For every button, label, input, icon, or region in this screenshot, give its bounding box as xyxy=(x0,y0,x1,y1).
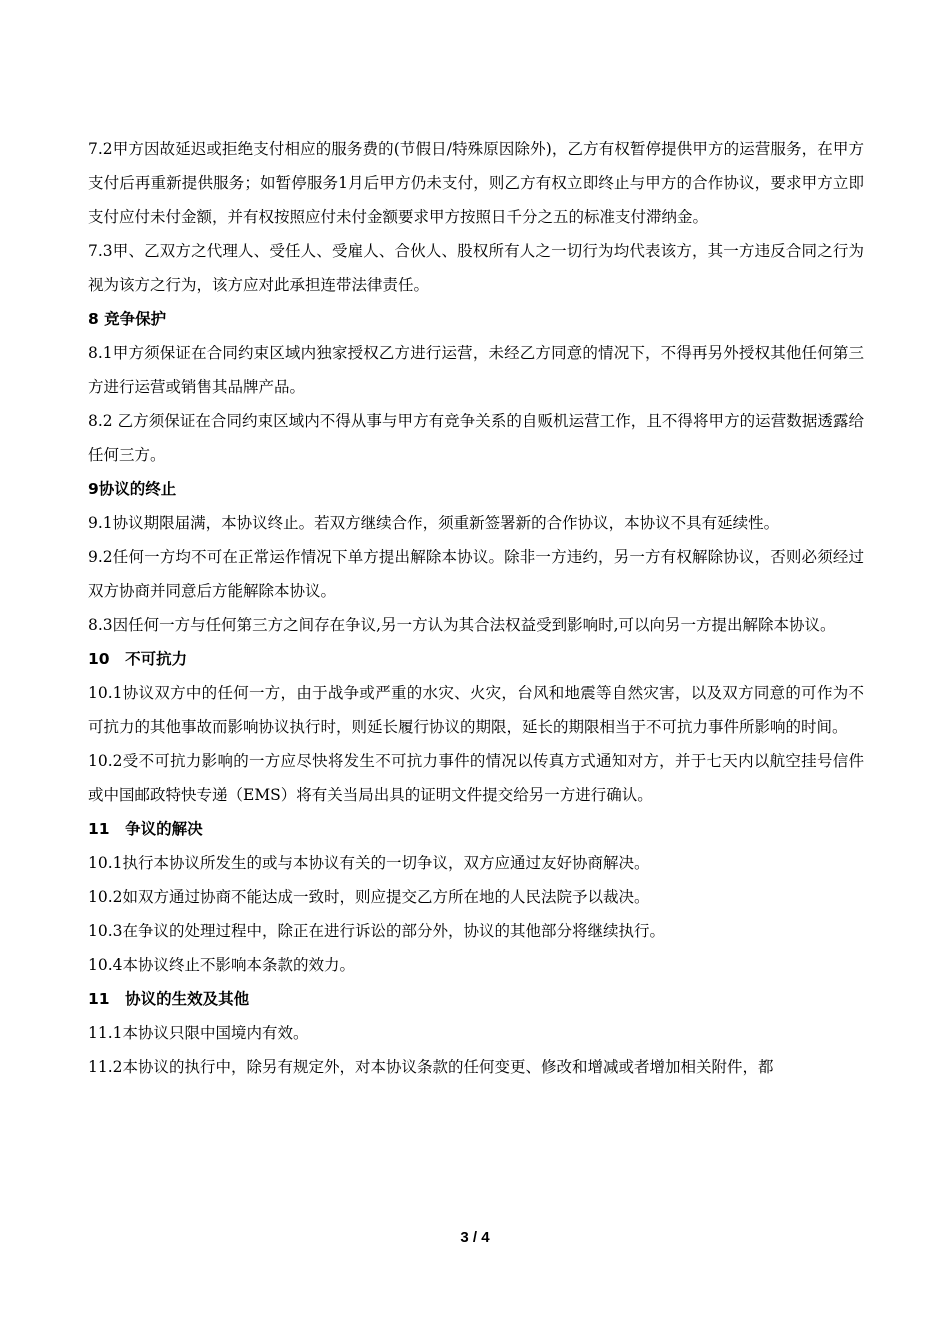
section-heading: 9协议的终止 xyxy=(88,480,177,498)
body-paragraph: 8.3因任何一方与任何第三方之间存在争议,另一方认为其合法权益受到影响时,可以向另一方提出解除本协议。 xyxy=(88,616,836,634)
section-heading: 11 争议的解决 xyxy=(88,820,203,838)
body-paragraph: 10.3在争议的处理过程中，除正在进行诉讼的部分外，协议的其他部分将继续执行。 xyxy=(88,922,666,940)
body-paragraph: 10.2如双方通过协商不能达成一致时，则应提交乙方所在地的人民法院予以裁决。 xyxy=(88,888,650,906)
section-heading: 8 竞争保护 xyxy=(88,310,167,328)
body-paragraph: 10.2受不可抗力影响的一方应尽快将发生不可抗力事件的情况以传真方式通知对方，并于七天内以航空挂号信件或中国邮政特快专递（EMS）将有关当局出具的证明文件提交给另一方进行确认。 xyxy=(88,752,864,804)
document-body xyxy=(88,132,864,1084)
body-paragraph: 10.4本协议终止不影响本条款的效力。 xyxy=(88,956,356,974)
body-paragraph: 8.1甲方须保证在合同约束区域内独家授权乙方进行运营，未经乙方同意的情况下，不得再另外授权其他任何第三方进行运营或销售其品牌产品。 xyxy=(88,344,864,396)
body-paragraph: 10.1执行本协议所发生的或与本协议有关的一切争议，双方应通过友好协商解决。 xyxy=(88,854,650,872)
section-heading: 11 协议的生效及其他 xyxy=(88,990,250,1008)
body-paragraph: 7.3甲、乙双方之代理人、受任人、受雇人、合伙人、股权所有人之一切行为均代表该方，其一方违反合同之行为视为该方之行为，该方应对此承担连带法律责任。 xyxy=(88,242,864,294)
body-paragraph: 7.2甲方因故延迟或拒绝支付相应的服务费的(节假日/特殊原因除外)，乙方有权暂停提供甲方的运营服务，在甲方支付后再重新提供服务；如暂停服务1月后甲方仍未支付，则乙方有权立即终止与甲方的合作协议，要求甲方立即支付应付未付金额，并有权按照应付未付金额要求甲方按照日千分之五的标准支付滞纳金。 xyxy=(88,140,864,226)
section-heading: 10 不可抗力 xyxy=(88,650,188,668)
body-paragraph: 10.1协议双方中的任何一方，由于战争或严重的水灾、火灾，台风和地震等自然灾害，以及双方同意的可作为不可抗力的其他事故而影响协议执行时，则延长履行协议的期限，延长的期限相当于不可抗力事件所影响的时间。 xyxy=(88,684,864,736)
body-paragraph: 9.1协议期限届满，本协议终止。若双方继续合作，须重新签署新的合作协议，本协议不具有延续性。 xyxy=(88,514,780,532)
body-paragraph: 11.1本协议只限中国境内有效。 xyxy=(88,1024,309,1042)
body-paragraph: 8.2 乙方须保证在合同约束区域内不得从事与甲方有竞争关系的自贩机运营工作，且不得将甲方的运营数据透露给任何三方。 xyxy=(88,412,864,464)
body-paragraph: 9.2任何一方均不可在正常运作情况下单方提出解除本协议。除非一方违约，另一方有权解除协议，否则必须经过双方协商并同意后方能解除本协议。 xyxy=(88,548,864,600)
body-paragraph: 11.2本协议的执行中，除另有规定外，对本协议条款的任何变更、修改和增减或者增加相关附件，都 xyxy=(88,1058,774,1076)
page-number: 3 / 4 xyxy=(460,1229,490,1246)
